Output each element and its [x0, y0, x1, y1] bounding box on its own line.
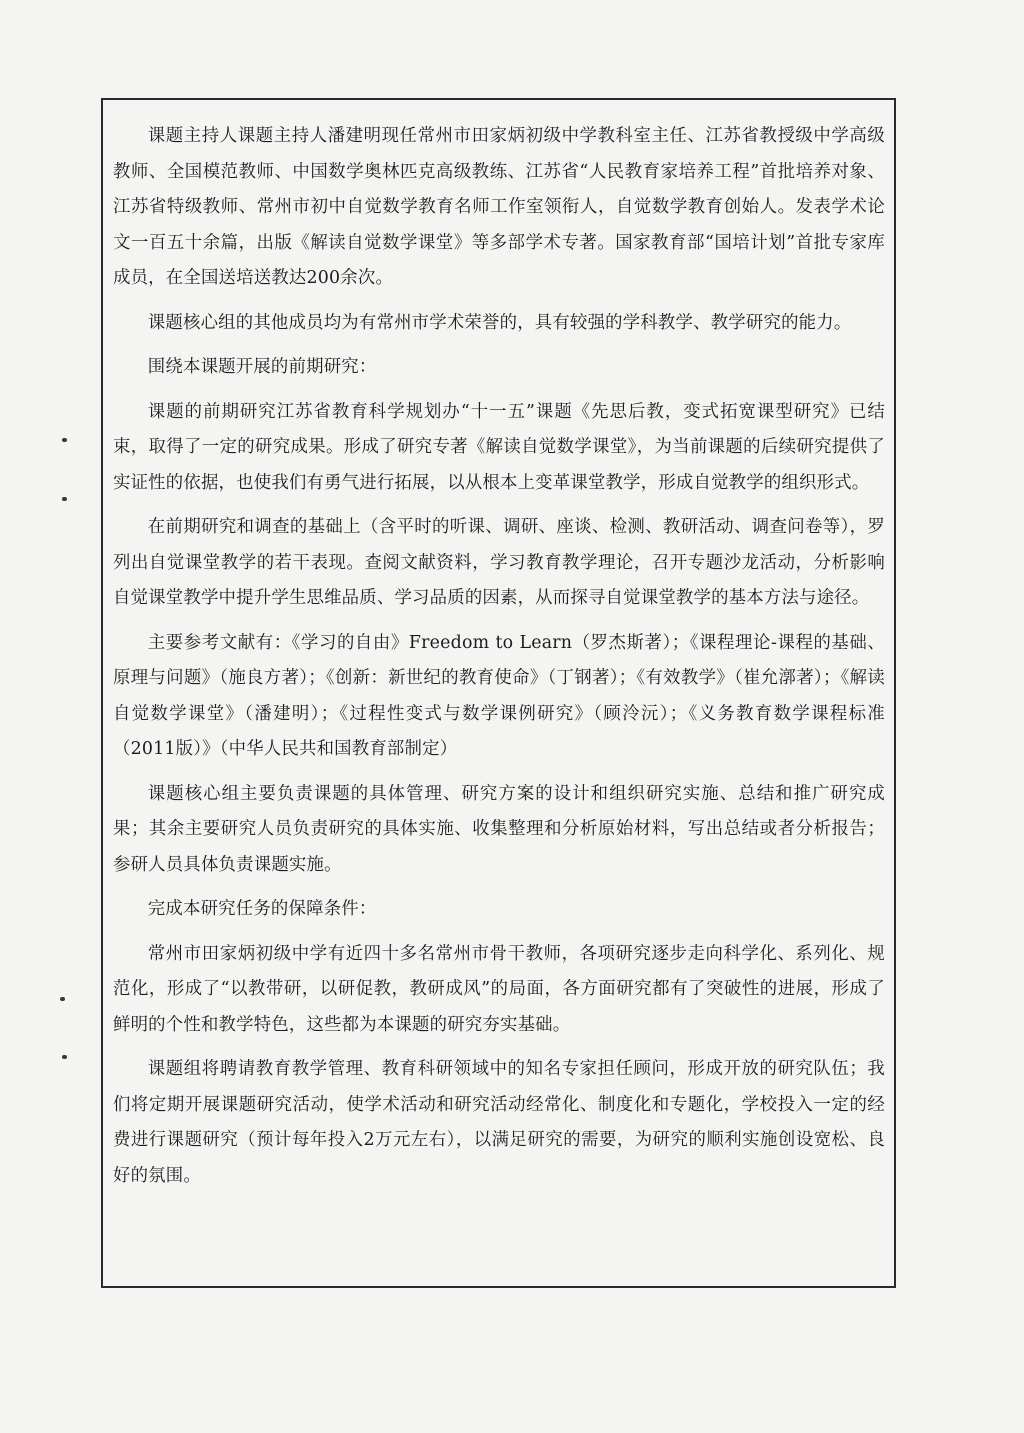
- paragraph-investigation: 在前期研究和调查的基础上（含平时的听课、调研、座谈、检测、教研活动、调查问卷等），罗列出自觉课堂教学的若干表现。查阅文献资料，学习教育教学理论，召开专题沙龙活动，分析影响自觉课堂教学中提升学生思维品质、学习品质的因素，从而探寻自觉课堂教学的基本方法与途径。: [113, 517, 885, 608]
- paragraph-school-conditions: 常州市田家炳初级中学有近四十多名常州市骨干教师，各项研究逐步走向科学化、系列化、规范化，形成了“以教带研，以研促教，教研成风”的局面，各方面研究都有了突破性的进展，形成了鲜明的个性和教学特色，这些都为本课题的研究夯实基础。: [113, 943, 885, 1035]
- binding-hole-mark: [62, 497, 67, 501]
- paragraph-prior-research-heading: 围绕本课题开展的前期研究：: [147, 357, 377, 377]
- paragraph-guarantee-heading: 完成本研究任务的保障条件：: [147, 899, 377, 919]
- paragraph-prior-research: 课题的前期研究江苏省教育科学规划办“十一五”课题《先思后教，变式拓宽课型研究》已结束，取得了一定的研究成果。形成了研究专著《解读自觉数学课堂》，为当前课题的后续研究提供了实证性的依据，也使我们有勇气进行拓展，以从根本上变革课堂教学，形成自觉教学的组织形式。: [113, 401, 885, 493]
- paragraph-expert-support: 课题组将聘请教育教学管理、教育科研领域中的知名专家担任顾问，形成开放的研究队伍；我们将定期开展课题研究活动，使学术活动和研究活动经常化、制度化和专题化，学校投入一定的经费进行课题研究（预计每年投入2万元左右），以满足研究的需要，为研究的顺利实施创设宽松、良好的氛围。: [113, 1059, 885, 1186]
- paragraph-references: 主要参考文献有：《学习的自由》Freedom to Learn（罗杰斯著）；《课程理论-课程的基础、原理与问题》（施良方著）；《创新：新世纪的教育使命》（丁钢著）；《有效教学》（崔允漷著）；《解读自觉数学课堂》（潘建明）；《过程性变式与数学课例研究》（顾泠沅）；《义务教育数学课程标准（2011版）》（中华人民共和国教育部制定）: [113, 632, 885, 759]
- binding-hole-mark: [62, 438, 67, 442]
- paragraph-host-profile: 课题主持人课题主持人潘建明现任常州市田家炳初级中学教科室主任、江苏省教授级中学高级教师、全国模范教师、中国数学奥林匹克高级教练、江苏省“人民教育家培养工程”首批培养对象、江苏省特级教师、常州市初中自觉数学教育名师工作室领衔人，自觉数学教育创始人。发表学术论文一百五十余篇，出版《解读自觉数学课堂》等多部学术专著。国家教育部“国培计划”首批专家库成员，在全国送培送教达200余次。: [113, 126, 885, 288]
- binding-hole-mark: [62, 1055, 67, 1059]
- binding-hole-mark: [60, 997, 65, 1001]
- paragraph-responsibilities: 课题核心组主要负责课题的具体管理、研究方案的设计和组织研究实施、总结和推广研究成果；其余主要研究人员负责研究的具体实施、收集整理和分析原始材料，写出总结或者分析报告；参研人员具体负责课题实施。: [113, 783, 885, 875]
- document-body: [113, 119, 885, 1194]
- paragraph-core-members: 课题核心组的其他成员均为有常州市学术荣誉的，具有较强的学科教学、教学研究的能力。: [147, 312, 852, 333]
